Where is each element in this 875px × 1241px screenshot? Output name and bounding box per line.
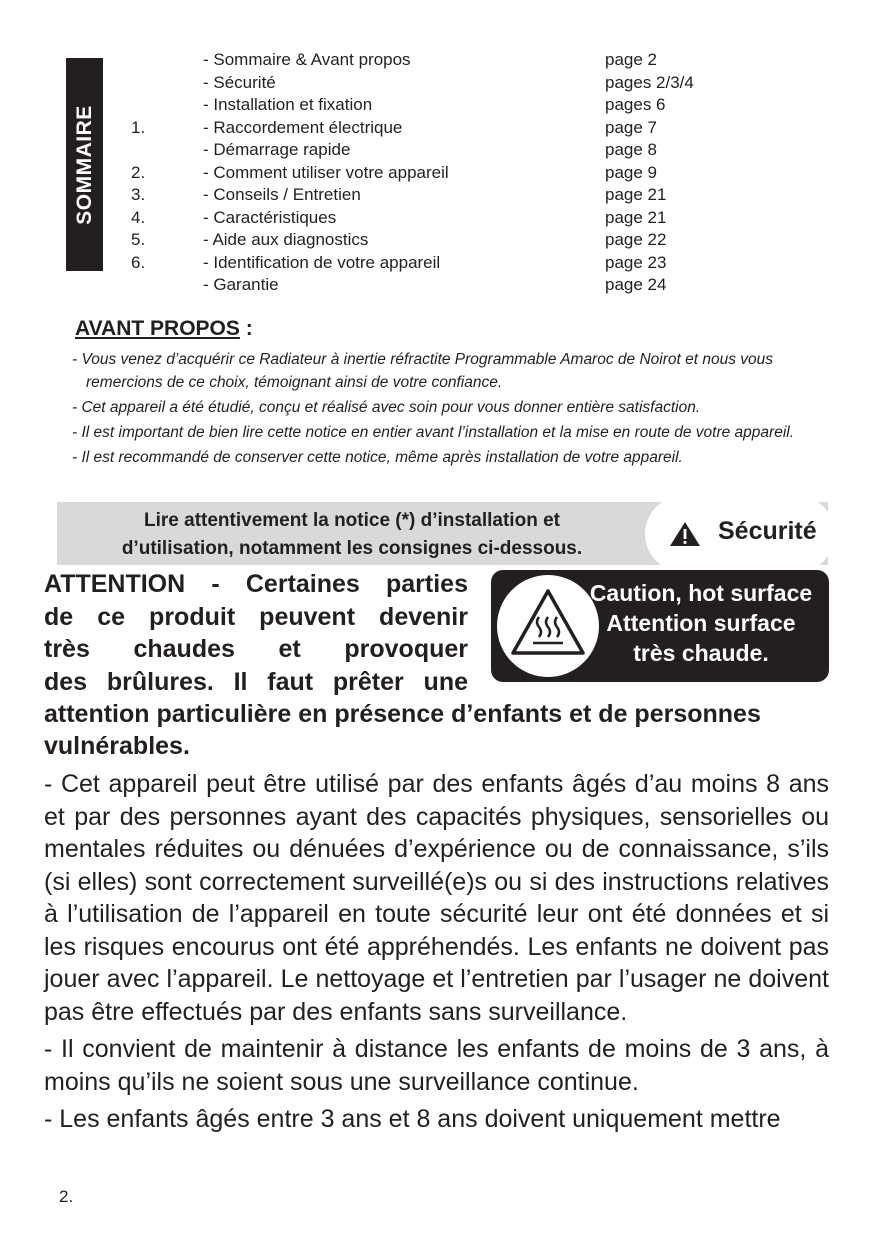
sommaire-tab-label: SOMMAIRE — [72, 104, 96, 225]
avant-propos-paragraph: - Il est important de bien lire cette notice en entier avant l’installation et la mise en route de votre appareil. — [72, 424, 795, 441]
toc-label: - Raccordement électrique — [203, 117, 403, 137]
toc-number: 3. — [131, 185, 146, 204]
notice-banner-text — [57, 507, 647, 563]
toc-row[interactable] — [0, 118, 875, 140]
avant-propos-title-suffix: : — [239, 317, 253, 340]
avant-propos-paragraph: - Il est recommandé de conserver cette notice, même après installation de votre appareil. — [72, 449, 683, 466]
caution-text — [575, 578, 827, 668]
toc-label: - Caractéristiques — [203, 207, 337, 227]
toc-page: page 7 — [605, 117, 657, 137]
caution-line: Caution, hot surface — [589, 580, 813, 606]
toc-page: page 21 — [605, 185, 667, 204]
avant-propos-paragraph: - Cet appareil a été étudié, conçu et réalisé avec soin pour vous donner entière satisfaction. — [72, 399, 701, 416]
toc-page: page 23 — [605, 252, 667, 272]
safety-body — [44, 768, 829, 1141]
toc-label: - Comment utiliser votre appareil — [203, 162, 449, 182]
toc-number: 1. — [131, 117, 146, 137]
notice-banner-line: Lire attentivement la notice (*) d’installation et — [144, 510, 560, 531]
attention-heading — [44, 568, 468, 698]
toc-label: - Démarrage rapide — [203, 140, 351, 159]
warning-icon — [669, 521, 701, 547]
toc-row[interactable] — [0, 230, 875, 252]
toc-row[interactable] — [0, 185, 875, 207]
notice-banner-line: d’utilisation, notamment les consignes ci-dessous. — [121, 538, 583, 559]
toc-number: 4. — [131, 207, 146, 227]
safety-paragraph: - Cet appareil peut être utilisé par des enfants âgés d’au moins 8 ans et par des personnes ayant des capacités physiques, sensorielles ou mentales réduites ou dénuées d’expérience ou de connaissance, s’ils (si elles) sont correctement surveillé(e)s ou si des instructions relatives à l’utilisation de l’appareil en toute sécurité leur ont été données et si les risques encourus ont été appréhendés. Les enfants ne doivent pas jouer avec l’appareil. Le nettoyage et l’entretien par l’usager ne doivent pas être effectués par des enfants sans surveillance. — [44, 770, 829, 1026]
toc-number: 5. — [131, 230, 146, 249]
toc-page: pages 2/3/4 — [605, 72, 694, 92]
attention-line: de ce produit peuvent devenir — [44, 602, 468, 631]
caution-line: Attention surface — [606, 610, 796, 636]
page-number: 2. — [59, 1187, 74, 1206]
toc-label: - Aide aux diagnostics — [203, 230, 369, 249]
toc-row[interactable] — [0, 275, 875, 297]
toc-row[interactable] — [0, 50, 875, 72]
toc-page: page 22 — [605, 230, 667, 249]
toc-number: 2. — [131, 162, 146, 182]
toc-label: - Installation et fixation — [203, 95, 373, 114]
toc-page: page 2 — [605, 50, 657, 69]
toc-label: - Conseils / Entretien — [203, 185, 361, 204]
avant-propos-paragraph: - Vous venez d’acquérir ce Radiateur à inertie réfractite Programmable Amaroc de Noirot et nous vous remercions de ce choix, témoignant ainsi de votre confiance. — [72, 351, 773, 391]
toc-page: page 9 — [605, 162, 657, 182]
toc-label: - Sécurité — [203, 72, 276, 92]
caution-line: très chaude. — [633, 640, 769, 666]
attention-continuation: attention particulière en présence d’enfants et de personnes vulnérables. — [44, 700, 761, 760]
toc-label: - Garantie — [203, 275, 279, 294]
toc-row[interactable] — [0, 163, 875, 185]
attention-line: des brûlures. Il faut prêter une — [44, 667, 468, 696]
safety-paragraph: - Il convient de maintenir à distance les enfants de moins de 3 ans, à moins qu’ils ne soient sous une surveillance continue. — [44, 1035, 829, 1096]
toc-row[interactable] — [0, 73, 875, 95]
avant-propos-text — [72, 348, 828, 471]
toc-row[interactable] — [0, 140, 875, 162]
toc-page: page 8 — [605, 140, 657, 159]
toc-row[interactable] — [0, 253, 875, 275]
safety-paragraph: - Les enfants âgés entre 3 ans et 8 ans doivent uniquement mettre — [44, 1105, 781, 1133]
avant-propos-title — [75, 317, 253, 341]
toc-label: - Identification de votre appareil — [203, 252, 441, 272]
attention-line: très chaudes et provoquer — [44, 635, 468, 663]
securite-label: Sécurité — [718, 517, 817, 545]
attention-line: ATTENTION - Certaines parties — [44, 570, 468, 598]
toc-row[interactable] — [0, 208, 875, 230]
toc-row[interactable] — [0, 95, 875, 117]
toc-page: pages 6 — [605, 95, 666, 114]
toc-page: page 21 — [605, 207, 667, 227]
toc-number: 6. — [131, 252, 146, 272]
toc-label: - Sommaire & Avant propos — [203, 50, 411, 69]
toc-page: page 24 — [605, 275, 667, 294]
avant-propos-title-text: AVANT PROPOS — [75, 317, 240, 340]
